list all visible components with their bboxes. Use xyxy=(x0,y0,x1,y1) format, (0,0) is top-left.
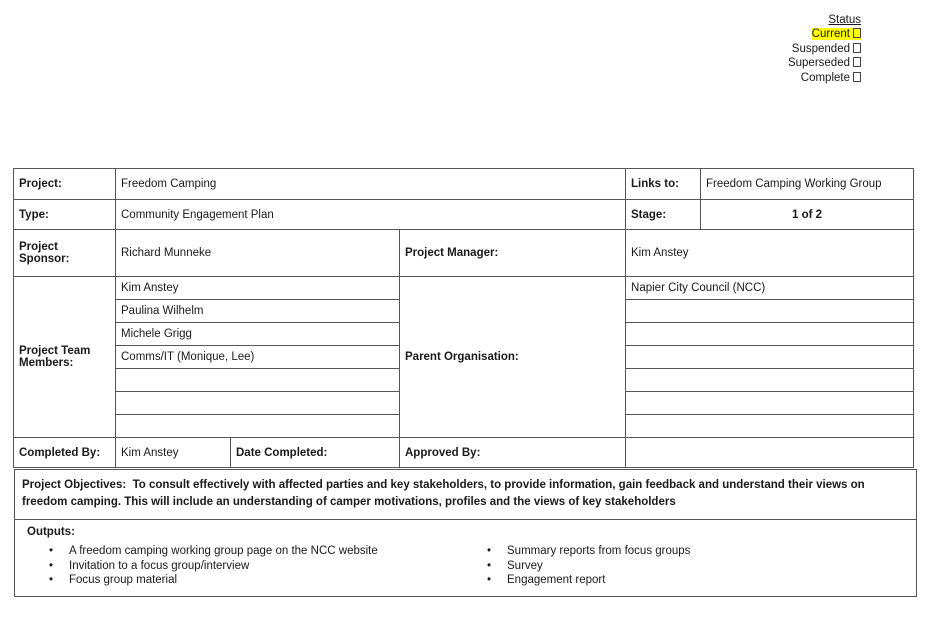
project-objectives xyxy=(15,470,916,520)
outputs-label: Outputs: xyxy=(27,526,75,538)
project-manager-label: Project Manager: xyxy=(400,230,626,277)
list-item: • Invitation to a focus group/interview xyxy=(69,559,465,574)
parent-organisation-cell[interactable] xyxy=(626,415,914,438)
date-completed-label: Date Completed: xyxy=(231,438,400,468)
team-member-cell[interactable] xyxy=(116,392,400,415)
objectives-outputs-box xyxy=(14,469,917,597)
completed-by-value[interactable]: Kim Anstey xyxy=(116,438,231,468)
checkbox-icon[interactable] xyxy=(853,72,861,82)
list-item: • Survey xyxy=(507,559,903,574)
checkbox-icon[interactable] xyxy=(853,28,861,38)
team-member-cell[interactable]: Paulina Wilhelm xyxy=(116,300,400,323)
status-current-label: Current xyxy=(811,28,850,41)
status-block xyxy=(788,13,861,85)
status-complete-label: Complete xyxy=(800,71,850,84)
project-value[interactable]: Freedom Camping xyxy=(116,169,626,200)
team-members-label: Project Team Members: xyxy=(14,277,116,438)
project-sponsor-label: Project Sponsor: xyxy=(14,230,116,277)
team-member-cell[interactable] xyxy=(116,369,400,392)
team-member-cell[interactable]: Michele Grigg xyxy=(116,323,400,346)
list-item: • A freedom camping working group page on the NCC website xyxy=(69,544,465,559)
parent-organisation-cell[interactable]: Napier City Council (NCC) xyxy=(626,277,914,300)
type-label: Type: xyxy=(14,200,116,230)
project-label: Project: xyxy=(14,169,116,200)
status-superseded-label: Superseded xyxy=(787,57,850,70)
approved-by-value[interactable] xyxy=(626,438,914,468)
links-to-label: Links to: xyxy=(626,169,701,200)
project-sponsor-value[interactable]: Richard Munneke xyxy=(116,230,400,277)
checkbox-icon[interactable] xyxy=(853,43,861,53)
project-manager-value[interactable]: Kim Anstey xyxy=(626,230,914,277)
parent-organisation-cell[interactable] xyxy=(626,369,914,392)
outputs-left-column xyxy=(27,544,465,588)
list-item: • Focus group material xyxy=(69,573,465,588)
parent-organisation-cell[interactable] xyxy=(626,323,914,346)
parent-organisation-cell[interactable] xyxy=(626,392,914,415)
completed-by-label: Completed By: xyxy=(14,438,116,468)
project-details-table xyxy=(13,168,913,468)
status-option-complete[interactable] xyxy=(788,71,861,85)
type-value[interactable]: Community Engagement Plan xyxy=(116,200,626,230)
status-title: Status xyxy=(828,14,861,26)
objectives-text: To consult effectively with affected parties and key stakeholders, to provide information, gain feedback and understand their views on freedom camping. This will include an understanding of camper motivations, profiles and the views of key stakeholders xyxy=(22,479,865,508)
team-member-cell[interactable] xyxy=(116,415,400,438)
outputs-right-column xyxy=(465,544,903,588)
outputs-section xyxy=(15,520,916,596)
list-item: • Summary reports from focus groups xyxy=(507,544,903,559)
checkbox-icon[interactable] xyxy=(853,57,861,67)
list-item: • Engagement report xyxy=(507,573,903,588)
stage-value[interactable]: 1 of 2 xyxy=(701,200,914,230)
parent-organisation-cell[interactable] xyxy=(626,346,914,369)
parent-organisation-label: Parent Organisation: xyxy=(400,277,626,438)
approved-by-label: Approved By: xyxy=(400,438,626,468)
stage-label: Stage: xyxy=(626,200,701,230)
objectives-label: Project Objectives: xyxy=(22,479,127,491)
status-suspended-label: Suspended xyxy=(791,42,850,55)
team-member-cell[interactable]: Comms/IT (Monique, Lee) xyxy=(116,346,400,369)
team-member-cell[interactable]: Kim Anstey xyxy=(116,277,400,300)
status-option-suspended[interactable] xyxy=(788,42,861,56)
links-to-value[interactable]: Freedom Camping Working Group xyxy=(701,169,914,200)
status-option-superseded[interactable] xyxy=(788,56,861,70)
status-option-current[interactable] xyxy=(788,27,861,41)
parent-organisation-cell[interactable] xyxy=(626,300,914,323)
